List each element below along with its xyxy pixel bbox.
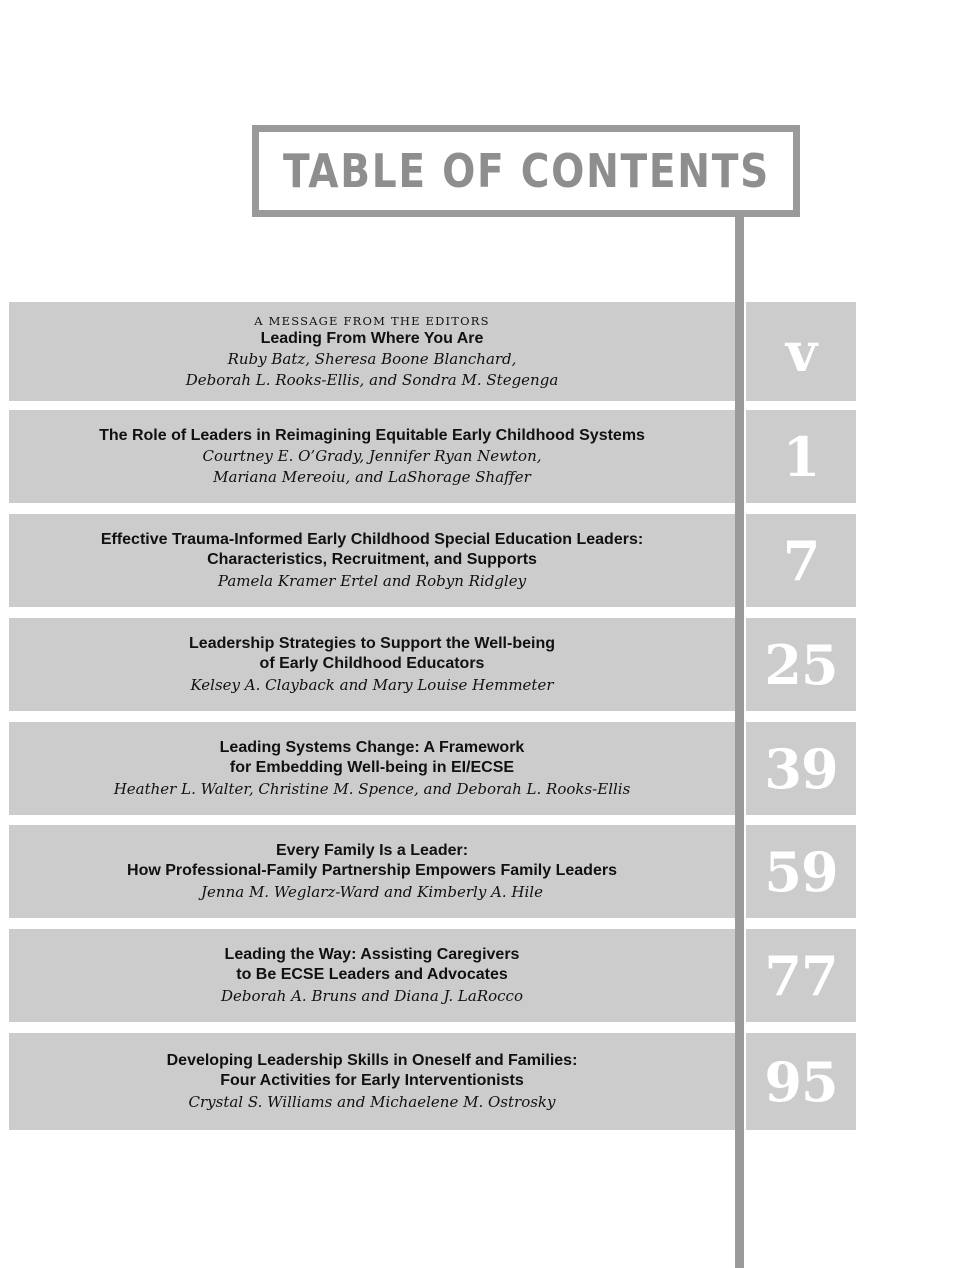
entry-authors: Crystal S. Williams and Michaelene M. Ostrosky	[188, 1092, 556, 1111]
entry-authors: Pamela Kramer Ertel and Robyn Ridgley	[217, 571, 527, 590]
page-number: 7	[782, 528, 820, 593]
toc-title-box	[252, 125, 800, 217]
entry-title: Leading Systems Change: A Framework	[219, 738, 525, 756]
entry-title: Leading From Where You Are	[260, 329, 484, 347]
page-number: 39	[764, 736, 838, 801]
page-number-box[interactable]	[746, 1033, 856, 1130]
page-number-box[interactable]	[746, 929, 856, 1022]
page-title: TABLE OF CONTENTS	[282, 144, 770, 198]
toc-entry-developing-leadership[interactable]	[9, 1033, 735, 1130]
toc-entry-editors-message[interactable]	[9, 302, 735, 401]
toc-entry-every-family[interactable]	[9, 825, 735, 918]
toc-entry-leadership-strategies[interactable]	[9, 618, 735, 711]
page-number: v	[785, 319, 817, 384]
page-number: 1	[782, 424, 820, 489]
entry-title: How Professional-Family Partnership Empowers Family Leaders	[127, 862, 617, 880]
toc-entry-trauma-informed[interactable]	[9, 514, 735, 607]
entry-authors: Kelsey A. Clayback and Mary Louise Hemmeter	[190, 675, 554, 694]
entry-title: Every Family Is a Leader:	[275, 841, 469, 859]
entry-title: Leading the Way: Assisting Caregivers	[224, 945, 520, 963]
entry-title: Characteristics, Recruitment, and Supports	[207, 551, 537, 569]
entry-authors: Deborah A. Bruns and Diana J. LaRocco	[221, 986, 523, 1005]
toc-entry-role-of-leaders[interactable]	[9, 410, 735, 503]
entry-title: The Role of Leaders in Reimagining Equitable Early Childhood Systems	[99, 426, 645, 444]
entry-title: Four Activities for Early Interventionists	[220, 1072, 524, 1090]
entry-authors: Heather L. Walter, Christine M. Spence, and Deborah L. Rooks-Ellis	[113, 779, 631, 798]
entry-title: Effective Trauma-Informed Early Childhood Special Education Leaders:	[100, 530, 644, 548]
toc-entry-leading-the-way[interactable]	[9, 929, 735, 1022]
entry-title: Leadership Strategies to Support the Well-being	[189, 634, 555, 652]
entry-authors: Ruby Batz, Sheresa Boone Blanchard,	[227, 350, 517, 369]
page-number: 77	[764, 943, 838, 1008]
page-number-box[interactable]	[746, 722, 856, 815]
entry-authors: Mariana Mereoiu, and LaShorage Shaffer	[213, 467, 531, 486]
page-number-box[interactable]	[746, 514, 856, 607]
page-number: 25	[764, 632, 838, 697]
entry-authors: Courtney E. O’Grady, Jennifer Ryan Newton,	[202, 447, 542, 466]
entry-title: for Embedding Well-being in EI/ECSE	[229, 759, 515, 777]
entry-kicker: A MESSAGE FROM THE EDITORS	[254, 313, 490, 328]
page-number-box[interactable]	[746, 825, 856, 918]
page-number-box[interactable]	[746, 410, 856, 503]
entry-authors: Deborah L. Rooks-Ellis, and Sondra M. Stegenga	[185, 370, 559, 389]
entry-authors: Jenna M. Weglarz-Ward and Kimberly A. Hile	[201, 882, 543, 901]
page-number: 95	[764, 1049, 838, 1114]
page-number: 59	[764, 839, 838, 904]
page-number-box[interactable]	[746, 302, 856, 401]
entry-title: to Be ECSE Leaders and Advocates	[236, 966, 508, 984]
page-number-box[interactable]	[746, 618, 856, 711]
toc-entry-systems-change[interactable]	[9, 722, 735, 815]
vertical-divider	[735, 217, 744, 1268]
entry-title: Developing Leadership Skills in Oneself and Families:	[166, 1051, 578, 1069]
entry-title: of Early Childhood Educators	[259, 655, 485, 673]
